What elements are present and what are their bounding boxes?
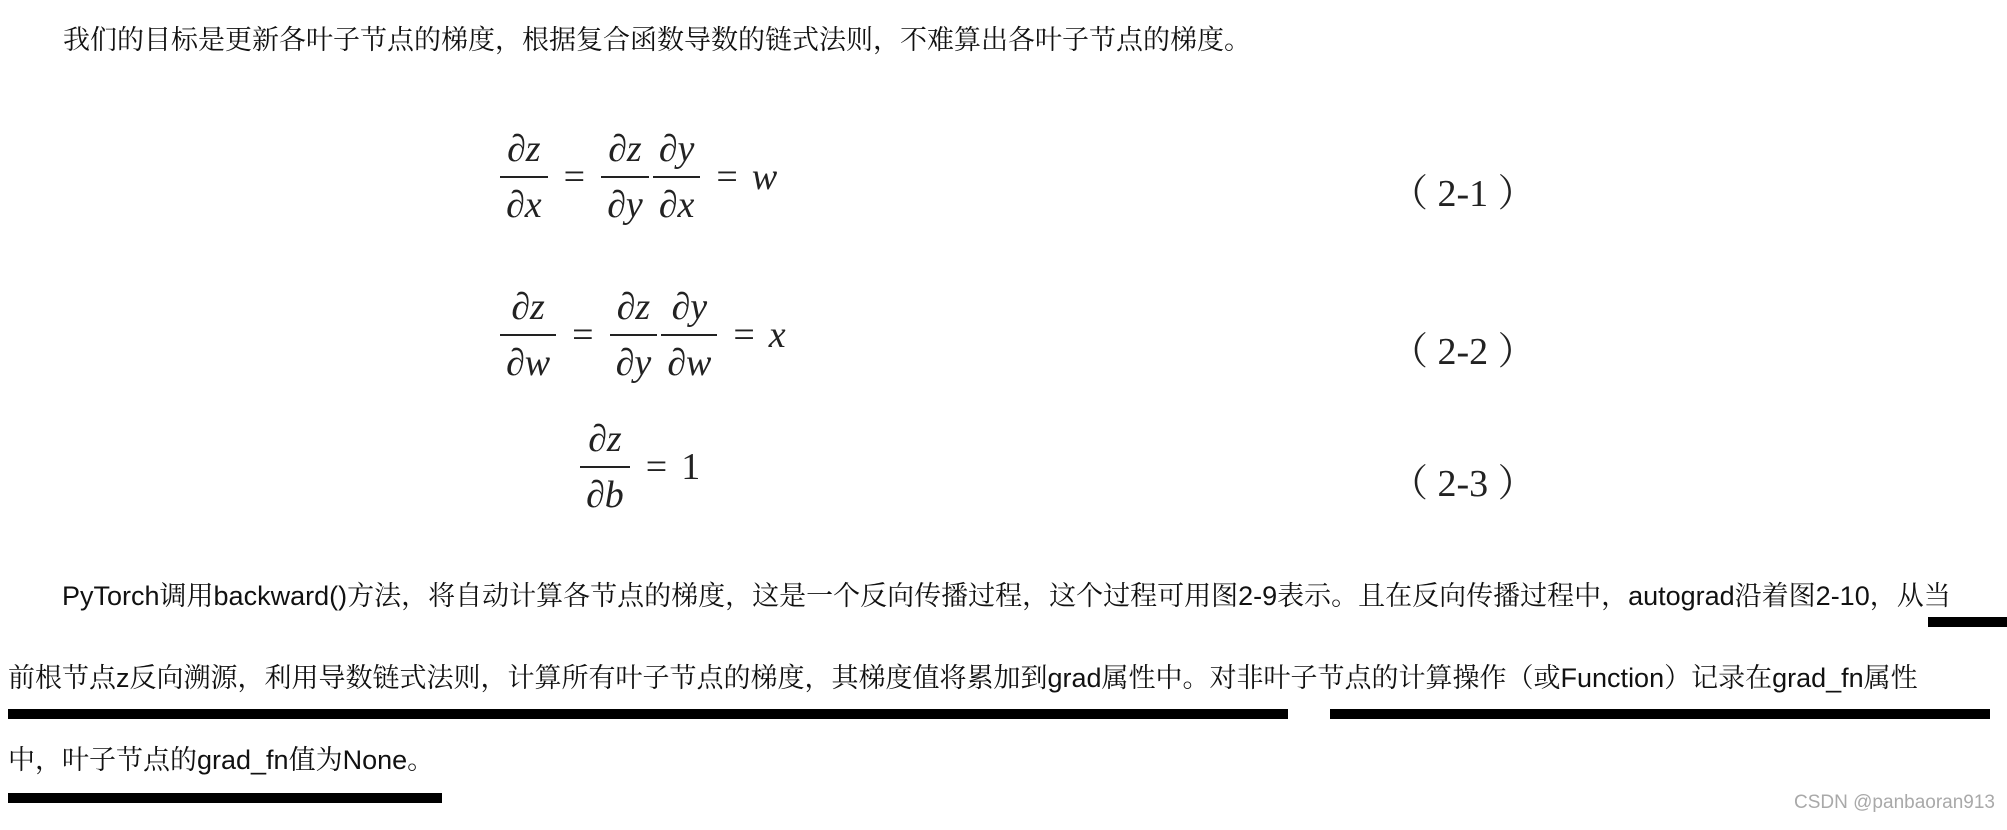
fraction (601, 122, 649, 232)
underline-annotation (8, 793, 442, 803)
equation-number: （ 2-1 ） (1390, 173, 1536, 215)
equation-rhs: w (751, 156, 778, 198)
equation-number: （ 2-2 ） (1390, 331, 1536, 373)
fraction-denominator: ∂x (658, 184, 695, 226)
equals-sign: = (563, 156, 586, 198)
fraction-numerator: ∂z (616, 286, 651, 328)
fraction-numerator: ∂z (511, 286, 545, 328)
fraction-denominator: ∂y (615, 342, 652, 384)
equation-rhs: 1 (681, 446, 701, 488)
fraction (610, 280, 658, 390)
fraction-numerator: ∂z (608, 128, 642, 170)
body-line: PyTorch调用backward()方法，将自动计算各节点的梯度，这是一个反向传播过程，这个过程可用图2-9表示。且在反向传播过程中，autograd沿着图2-10，从当 (8, 581, 1951, 611)
underline-annotation (1330, 709, 1990, 719)
equation-rhs: x (768, 314, 786, 356)
body-line: 中，叶子节点的grad_fn值为None。 (8, 745, 435, 775)
underline-annotation (1928, 617, 2007, 627)
fraction-numerator: ∂y (658, 128, 695, 170)
fraction-denominator: ∂w (506, 342, 551, 384)
equation-2-2 (498, 280, 786, 390)
equation-2-1 (498, 122, 777, 232)
intro-paragraph: 我们的目标是更新各叶子节点的梯度，根据复合函数导数的链式法则，不难算出各叶子节点的梯度。 (63, 25, 1251, 55)
fraction (500, 280, 556, 390)
fraction (580, 412, 630, 522)
fraction-denominator: ∂x (506, 184, 542, 226)
equals-sign: = (645, 446, 668, 488)
equals-sign: = (733, 314, 755, 356)
fraction-numerator: ∂z (588, 418, 622, 460)
fraction-numerator: ∂y (671, 286, 708, 328)
fraction-numerator: ∂z (507, 128, 541, 170)
fraction (653, 122, 701, 232)
fraction-denominator: ∂b (586, 474, 624, 516)
body-line: 前根节点z反向溯源，利用导数链式法则，计算所有叶子节点的梯度，其梯度值将累加到grad属性中。对非叶子节点的计算操作（或Function）记录在grad_fn属性 (8, 663, 1918, 693)
fraction (661, 280, 717, 390)
equation-2-3 (578, 412, 700, 522)
equals-sign: = (716, 156, 738, 198)
watermark: CSDN @panbaoran913 (1794, 792, 1995, 813)
fraction (500, 122, 548, 232)
fraction-denominator: ∂y (607, 184, 643, 226)
fraction-denominator: ∂w (667, 342, 712, 384)
equation-number: （ 2-3 ） (1390, 463, 1536, 505)
underline-annotation (8, 709, 1288, 719)
equals-sign: = (572, 314, 594, 356)
